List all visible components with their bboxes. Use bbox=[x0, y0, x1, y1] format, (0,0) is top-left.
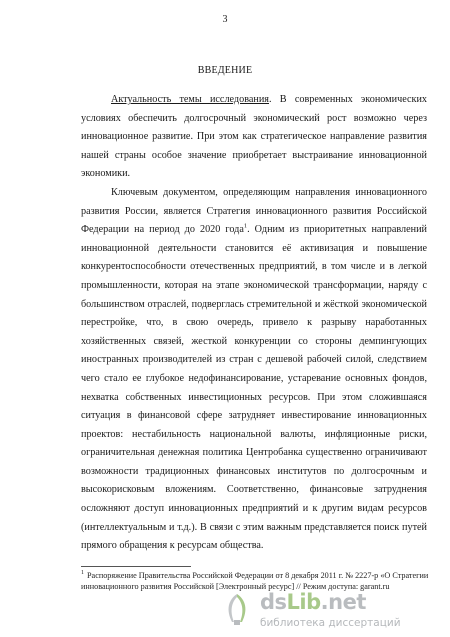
watermark-brand bbox=[260, 590, 366, 614]
relevance-lead: Актуальность темы исследования bbox=[111, 94, 269, 105]
footnote-divider bbox=[81, 566, 191, 567]
strategy-text-start: Ключевым документом, определяющим направления инновационного развития России, является Стратегия инновационного развития Российской Федерации на период до 2020 года bbox=[81, 186, 427, 236]
footnote-reference[interactable]: 1 bbox=[243, 222, 248, 230]
paragraph-strategy bbox=[81, 184, 427, 556]
watermark-brand-lib: Lib bbox=[286, 590, 321, 614]
watermark-logo-icon bbox=[222, 592, 252, 626]
strategy-text-rest: . Одним из приоритетных направлений инновационной деятельности становится её активизация и повышение конкурентоспособности отечественных предприятий, в том числе и в легкой промышленности, которая на этапе экономической трансформации, наряду с большинством отраслей, подверглась стремительной и жёсткой экономической перестройке, что, в свою очередь, привело к разрыву наработанных хозяйственных связей, жесткой конкуренции со стороны демпингующих иностранных производителей из стран с дешевой рабочей силой, следствием чего стало ее глубокое недофинансирование, устаревание основных фондов, нехватка собственных инвестиционных ресурсов. При этом сложившаяся ситуация в финансовой сфере затрудняет инвестирование инновационных проектов: нестабильность национальной валюты, инфляционные риски, ограничительная денежная политика Центробанка существенно ограничивают возможности традиционных финансовых институтов по долгосрочным и высокорисковым вложениям. Соответственно, финансовые затруднения осложняют доступ инновационных предприятий и к другим видам ресурсов (интеллектуальным и т.д.). В связи с этим важным представляется поиск путей прямого обращения к ресурсам общества. bbox=[81, 224, 428, 552]
watermark-brand-net: .net bbox=[320, 590, 366, 614]
footnote-text: Распоряжение Правительства Российской Федерации от 8 декабря 2011 г. № 2227-р «О Стратегии инновационного развития Российской [Электронный ресурс] // Режим доступа: garant.ru bbox=[81, 571, 429, 591]
footnote-number: 1 bbox=[81, 570, 84, 577]
relevance-text: . В современных экономических условиях обеспечить долгосрочный экономический рост возможно через инновационное развитие. При этом как стратегическое направление развития нашей страны особое значение приобретает выстраивание инновационной экономики. bbox=[81, 94, 427, 180]
page-number: 3 bbox=[222, 14, 228, 25]
paragraph-relevance bbox=[81, 91, 427, 184]
watermark-brand-ds: ds bbox=[260, 590, 287, 614]
section-heading: ВВЕДЕНИЕ bbox=[197, 65, 253, 76]
watermark-tagline: библиотека диссертаций bbox=[260, 617, 401, 629]
watermark bbox=[222, 590, 442, 634]
footnote bbox=[81, 571, 431, 592]
body-text bbox=[81, 91, 427, 556]
